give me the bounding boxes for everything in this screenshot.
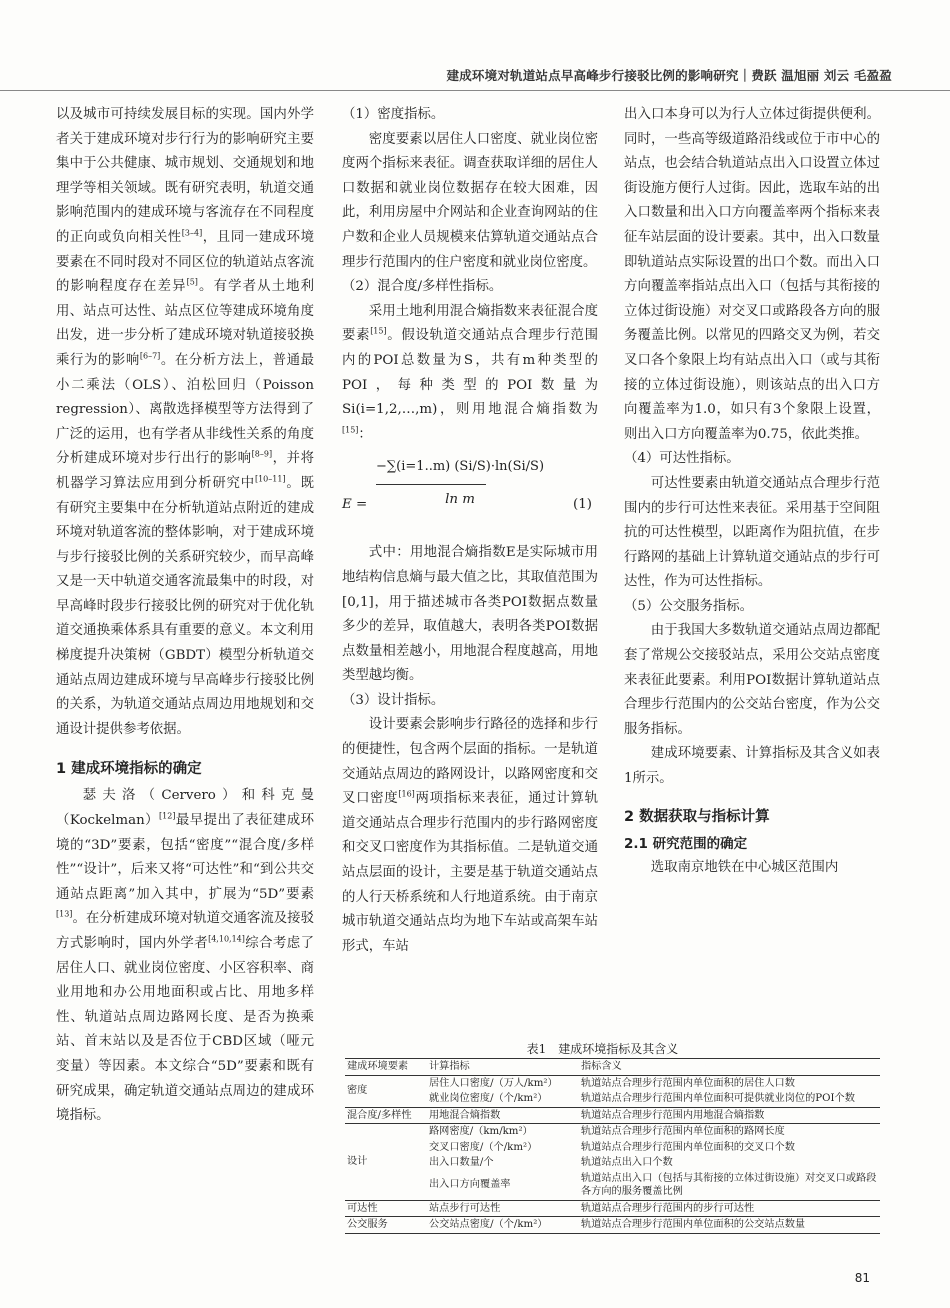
table-group-cell: 设计 (347, 1156, 368, 1167)
table-group-cell: 密度 (347, 1085, 368, 1097)
table-header-cell: 建成环境要素 (347, 1061, 409, 1072)
citation: [6–7] (139, 351, 161, 361)
table-cell: 交叉口密度/（个/km²） (429, 1141, 538, 1153)
paragraph-access: 可达性要素由轨道交通站点合理步行范围内的步行可达性来表征。采用基于空间阻抗的可达性模型，以距离作为阻抗值，在步行路网的基础上计算轨道交通站点的步行可达性，作为可达性指标。 (624, 475, 880, 590)
paragraph-entropy-explain: 式中：用地混合熵指数E是实际城市用地结构信息熵与最大值之比，其取值范围为[0,1]，用于描述城市各类POI数据点数量多少的差异，取值越大，表明各类POI数据点数量相差越小，用地混合程度越高，用地类型越均衡。 (342, 545, 598, 684)
paragraph-intro-continued: 以及城市可持续发展目标的实现。国内外学者关于建成环境对步行行为的影响研究主要集中于公共健康、城市规划、交通规划和地理学等相关领域。既有研究表明，轨道交通影响范围内的建成环境与客流存在不同程度的正向或负向相关性[3–4]，且同一建成环境要素在不同时段对不同区位的轨道站点客流的影响程度存在差异[5]。有学者从土地利用、站点可达性、站点区位等建成环境角度出发，进一步分析了建成环境对轨道接驳换乘行为的影响[6–7]。在分析方法上，普通最小二乘法（OLS）、泊松回归（Poisson regression）、离散选择模型等方法得到了广泛的运用，也有学者从非线性关系的角度分析建成环境对步行出行的影响[8–9]，并将机器学习算法应用到分析研究中[10–11]。既有研究主要集中在分析轨道站点附近的建成环境对轨道客流的整体影响，对于建成环境与步行接驳比例的关系研究较少，而早高峰又是一天中轨道交通客流最集中的时段，对早高峰时段步行接驳比例的研究对于优化轨道交通换乘体系具有重要的意义。本文利用梯度提升决策树（GBDT）模型分析轨道交通站点周边建成环境与早高峰步行接驳比例的关系，为轨道交通站点周边用地规划和交通设计提供参考依据。 (56, 107, 315, 737)
column-3 (624, 103, 880, 880)
paragraph-5d: 瑟夫洛（Cervero）和科克曼（Kockelman）[12]最早提出了表征建成环境的“3D”要素，包括“密度”“混合度/多样性”“设计”，后来又将“可达性”和“到公共交通站点距离”加入其中，扩展为“5D”要素[13]。在分析建成环境对轨道交通客流及接驳方式影响时，国内外学者[4,10,14]综合考虑了居住人口、就业岗位密度、小区容积率、商业用地和办公用地面积或占比、用地多样性、轨道站点周边路网长度、是否为换乘站、首末站以及是否位于CBD区域（哑元变量）等因素。本文综合“5D”要素和既有研究成果，确定轨道交通站点周边的建成环境指标。 (56, 788, 315, 1124)
table-header-cell: 计算指标 (429, 1061, 470, 1072)
table-cell: 出入口数量/个 (429, 1157, 494, 1168)
equation-denominator: ln m (445, 491, 475, 507)
citation: [15] (342, 425, 359, 435)
table-group-cell: 混合度/多样性 (347, 1109, 412, 1121)
subheading-mix: （2）混合度/多样性指标。 (342, 279, 503, 295)
table-row (345, 1107, 880, 1124)
paragraph-design: 设计要素会影响步行路径的选择和步行的便捷性，包含两个层面的指标。一是轨道交通站点周边的路网设计，以路网密度和交叉口密度[16]两项指标来表征，通过计算轨道交通站点合理步行范围内的步行路网密度和交叉口密度作为其指标值。二是轨道交通站点层面的设计，主要是基于轨道交通站点的人行天桥系统和人行地道系统。由于南京城市轨道交通站点均为地下车站或高架车站形式，车站 (342, 717, 599, 954)
table-cell: 用地混合熵指数 (429, 1109, 501, 1121)
equation-number: (1) (573, 497, 592, 513)
paragraph-bus: 由于我国大多数轨道交通站点周边都配套了常规公交接驳站点，采用公交站点密度来表征此要素。利用POI数据计算轨道站点合理步行范围内的公交站台密度，作为公交服务指标。 (624, 623, 880, 737)
running-header (0, 60, 950, 88)
table-cell: 轨道站点合理步行范围内单位面积的公交站点数量 (581, 1219, 806, 1230)
table-caption: 表1 建成环境指标及其含义 (526, 1042, 679, 1056)
citation: [5] (186, 277, 198, 287)
table-header-row (345, 1059, 880, 1076)
subsection-heading-2-1: 2.1 研究范围的确定 (624, 835, 748, 852)
table-cell: 轨道站点出入口（包括与其衔接的立体过街设施）对交叉口或路段各方向的服务覆盖比例 (581, 1172, 877, 1197)
subheading-design: （3）设计指标。 (342, 692, 445, 708)
table-cell: 居住人口密度/（万人/km²） (429, 1077, 558, 1089)
header-rule (0, 90, 950, 91)
paragraph-scope: 选取南京地铁在中心城区范围内 (650, 859, 839, 875)
subheading-bus: （5）公交服务指标。 (624, 598, 754, 614)
page-number: 81 (854, 1271, 870, 1285)
equation-numerator: −∑(i=1..m) (Si/S)·ln(Si/S) (376, 459, 545, 475)
table-cell: 轨道站点合理步行范围内单位面积的居住人口数 (581, 1077, 795, 1089)
table-cell: 轨道站点合理步行范围内单位面积的路网长度 (581, 1126, 785, 1137)
subheading-density: （1）密度指标。 (342, 107, 445, 122)
paragraph-entrances: 出入口本身可以为行人立体过街提供便利。同时，一些高等级道路沿线或位于市中心的站点，也会结合轨道站点出入口设置立体过街设施方便行人过街。因此，选取车站的出入口数量和出入口方向覆盖率两个指标来表征车站层面的设计要素。其中，出入口数量即轨道站点实际设置的出口个数。而出入口方向覆盖率指站点出入口（包括与其衔接的立体过街设施）对交叉口或路段各方向的服务覆盖比例。以常见的四路交叉为例，若交叉口各个象限上均有站点出入口（或与其衔接的立体过街设施），则该站点的出入口方向覆盖率为1.0，如只有3个象限上设置，则出入口方向覆盖率为0.75，依此类推。 (624, 107, 880, 442)
paragraph-mix: 采用土地利用混合熵指数来表征混合度要素[15]。假设轨道交通站点合理步行范围内的POI总数量为S，共有m种类型的POI，每种类型的POI数量为Si(i=1,2,…,m)，则用地混合熵指数为[15]： (342, 303, 599, 442)
section-heading-1: 1 建成环境指标的确定 (56, 761, 202, 778)
table-group-cell: 可达性 (347, 1202, 378, 1214)
citation: [4,10,14] (208, 934, 245, 944)
table-cell: 就业岗位密度/（个/km²） (429, 1093, 548, 1104)
citation: [15] (370, 326, 387, 336)
citation: [3–4] (181, 228, 203, 238)
table-header-cell: 指标含义 (581, 1061, 622, 1072)
equation-fraction (376, 455, 544, 512)
table-cell: 站点步行可达性 (429, 1202, 501, 1214)
equation-lhs: E = (342, 497, 368, 513)
equation-1 (342, 449, 598, 541)
table-cell: 轨道站点合理步行范围内单位面积可提供就业岗位的POI个数 (581, 1093, 855, 1104)
citation: [12] (159, 811, 176, 821)
table-cell: 轨道站点合理步行范围内的步行可达性 (581, 1202, 755, 1214)
citation: [10–11] (254, 474, 286, 484)
fraction-bar (376, 484, 486, 485)
citation: [8–9] (251, 449, 273, 459)
table-cell: 轨道站点合理步行范围内用地混合熵指数 (581, 1109, 765, 1121)
table-cell: 轨道站点合理步行范围内单位面积的交叉口个数 (581, 1141, 795, 1153)
table-cell: 公交站点密度/（个/km²） (429, 1219, 548, 1230)
paragraph-table-ref: 建成环境要素、计算指标及其含义如表1所示。 (624, 746, 880, 787)
indicator-table (345, 1058, 880, 1234)
table-cell: 路网密度/（km/km²） (429, 1126, 533, 1137)
column-2 (342, 103, 598, 959)
table-row (345, 1200, 880, 1217)
table-cell: 轨道站点出入口个数 (581, 1157, 673, 1168)
table-cell: 出入口方向覆盖率 (429, 1179, 511, 1191)
citation: [13] (56, 909, 73, 919)
table-1 (345, 1040, 880, 1234)
table-row (345, 1124, 880, 1140)
table-group-cell: 公交服务 (347, 1219, 388, 1230)
header-title: 建成环境对轨道站点早高峰步行接驳比例的影响研究｜费跃 温旭丽 刘云 毛盈盈 (446, 68, 892, 83)
citation: [16] (398, 789, 415, 799)
subheading-access: （4）可达性指标。 (624, 451, 740, 467)
paragraph-density: 密度要素以居住人口密度、就业岗位密度两个指标来表征。调查获取详细的居住人口数据和就业岗位数据存在较大困难，因此，利用房屋中介网站和企业查询网站的住户数和企业人员规模来估算轨道交通站点合理步行范围内的住户密度和就业岗位密度。 (342, 131, 598, 270)
column-1 (56, 103, 314, 1129)
table-row (345, 1217, 880, 1234)
table-row (345, 1075, 880, 1091)
section-heading-2: 2 数据获取与指标计算 (624, 808, 770, 825)
